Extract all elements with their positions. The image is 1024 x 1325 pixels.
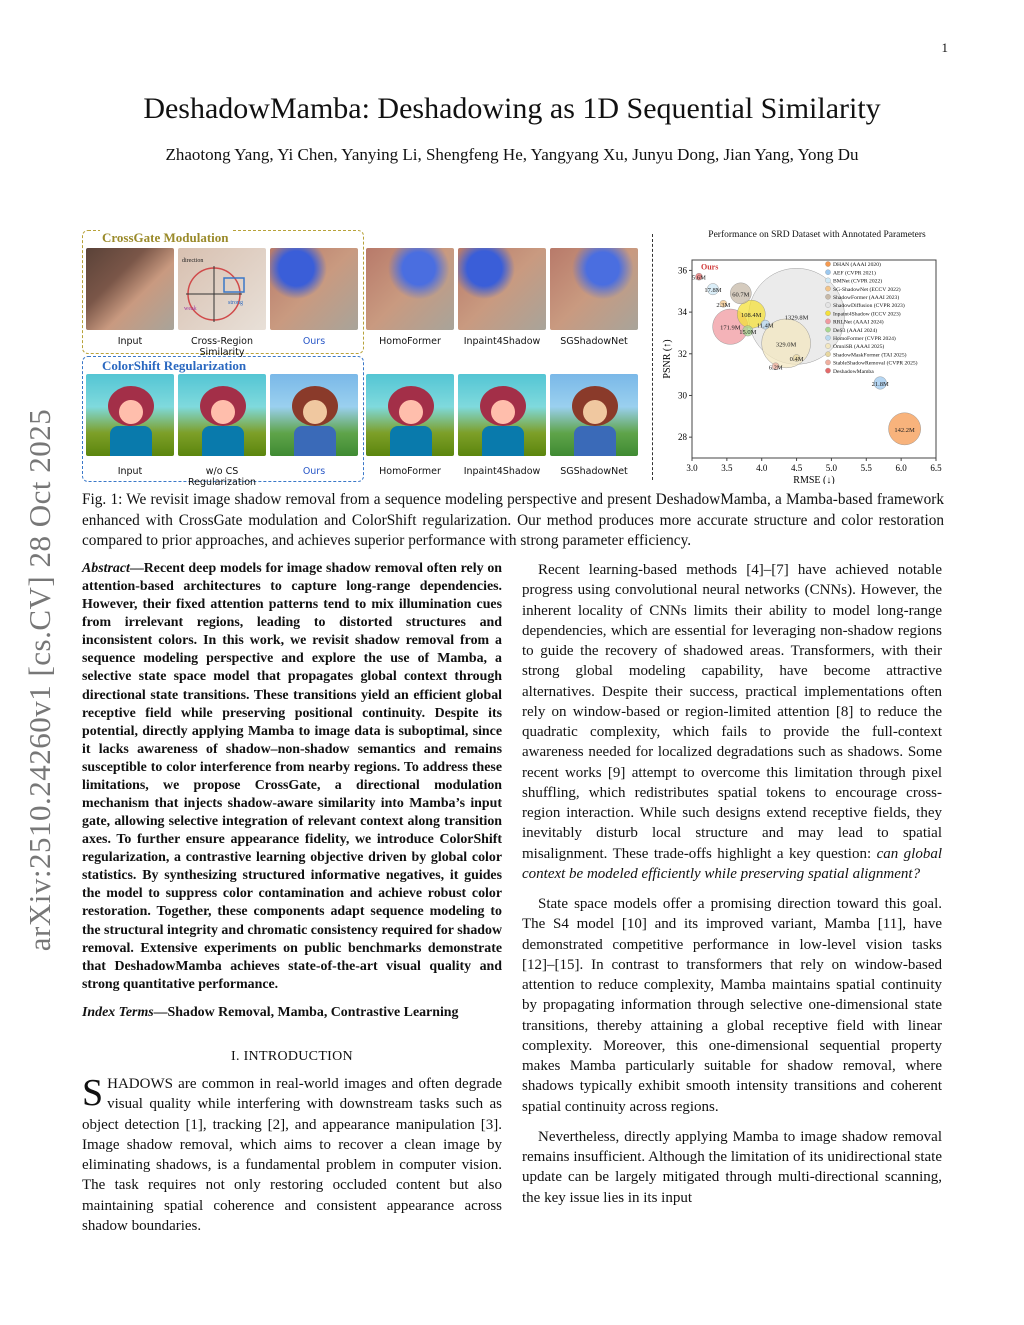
legend-entry-1: AEF (CVPR 2021) bbox=[833, 270, 876, 277]
row1-caption-4: HomoFormer bbox=[379, 336, 441, 347]
bubble-label-11: 0.4M bbox=[789, 355, 804, 363]
row1-caption-3: Ours bbox=[302, 336, 326, 347]
bubble-label-3: 2.3M bbox=[716, 301, 731, 309]
legend-entry-13: DeshadowMamba bbox=[833, 368, 874, 375]
bubble-label-2: 17.8M bbox=[704, 287, 722, 295]
row2-caption-6: SGShadowNet bbox=[560, 466, 628, 477]
row2-input-image bbox=[86, 374, 174, 456]
legend-swatch-8 bbox=[825, 327, 830, 332]
abstract-text: —Recent deep models for image shadow removal often rely on attention-based architectures to capture long-range dependencies. However, their fixed attention patterns tend to mix illumination cues from irrelevant regions, leading to distorted structures and inconsistent colors. In this work, we revisit shadow removal from a sequence modeling perspective and explore the use of Mamba, a selective state space model that propagates global context through directional state transitions. These transitions yield an efficient global receptive field while preserving positional continuity. Despite its potential, directly applying Mamba to image data is suboptimal, since it lacks awareness of shadow–non-shadow semantics and remains susceptible to color interference from nearby regions. To address these limitations, we propose CrossGate, a directional modulation mechanism that injects shadow-aware similarity into Mamba’s input gate, allowing selective integration of relevant context along transition axes. To further ensure appearance fidelity, we introduce ColorShift regularization, a contrastive learning objective driven by global color statistics. By synthesizing structured informative negatives, it guides the model to suppress color contamination and achieve robust color restoration. Together, these components adapt sequence modeling to the structural integrity and chromatic consistency required for shadow removal. Extensive experiments on public benchmarks demonstrate that DeshadowMamba achieves state-of-the-art visual quality and strong quantitative performance. bbox=[82, 561, 502, 992]
x-axis-label: RMSE (↓) bbox=[793, 475, 835, 484]
legend-swatch-6 bbox=[825, 311, 830, 316]
figure-divider bbox=[652, 234, 653, 480]
figure-1 bbox=[82, 226, 944, 488]
row1-input-image bbox=[86, 248, 174, 330]
y-tick-label-2: 32 bbox=[678, 348, 687, 359]
legend-swatch-10 bbox=[825, 343, 830, 348]
legend-entry-0: DHAN (AAAI 2020) bbox=[833, 262, 881, 269]
bubble-label-10: 329.0M bbox=[775, 341, 797, 349]
bubble-label-7: 171.9M bbox=[720, 324, 741, 332]
legend-swatch-13 bbox=[825, 368, 830, 373]
legend-entry-11: ShadowMaskFormer (TAI 2025) bbox=[833, 352, 907, 359]
y-axis-label: PSNR (↑) bbox=[662, 339, 673, 379]
row2-wo-cs-image bbox=[178, 374, 266, 456]
arxiv-sidebar bbox=[20, 375, 60, 985]
bubble-label-6: 108.4M bbox=[741, 312, 762, 320]
index-text: —Shadow Removal, Mamba, Contrastive Learning bbox=[153, 1004, 459, 1020]
legend-entry-9: HomoFormer (CVPR 2024) bbox=[833, 336, 896, 342]
dropcap: S bbox=[82, 1072, 104, 1115]
legend-swatch-0 bbox=[825, 261, 830, 266]
right-column bbox=[522, 560, 942, 1218]
crossgate-title: CrossGate Modulation bbox=[102, 230, 229, 245]
legend-swatch-7 bbox=[825, 319, 830, 324]
x-tick-label-5: 5.5 bbox=[860, 463, 872, 473]
row2-caption-3: Ours bbox=[302, 466, 326, 477]
row1-caption-2: Cross-Region Similarity bbox=[191, 336, 253, 358]
legend-entry-2: BMNet (CVPR 2022) bbox=[833, 278, 883, 285]
right-paragraph-1 bbox=[522, 560, 942, 884]
x-tick-label-6: 6.0 bbox=[895, 463, 907, 473]
bubble-label-12: 6.2M bbox=[768, 364, 783, 372]
sim-label-strong: strong bbox=[228, 300, 243, 306]
ours-label: Ours bbox=[700, 262, 719, 272]
chart-title: Performance on SRD Dataset with Annotated Parameters bbox=[708, 230, 926, 240]
x-tick-label-7: 6.5 bbox=[930, 463, 942, 473]
legend-swatch-11 bbox=[825, 352, 830, 357]
legend-swatch-2 bbox=[825, 278, 830, 283]
paper-title: DeshadowMamba: Deshadowing as 1D Sequential Similarity bbox=[143, 92, 881, 125]
bubble-label-4: 60.7M bbox=[732, 291, 750, 299]
row2-caption-2: w/o CS Regularization bbox=[187, 466, 257, 488]
legend-entry-4: ShadowFormer (AAAI 2023) bbox=[833, 295, 900, 301]
legend-entry-10: OmniSR (AAAI 2025) bbox=[833, 344, 885, 351]
scatter-chart bbox=[660, 240, 944, 484]
x-tick-label-3: 4.5 bbox=[790, 463, 803, 473]
author-list: Zhaotong Yang, Yi Chen, Yanying Li, Shengfeng He, Yangyang Xu, Junyu Dong, Jian Yang, Yong Du bbox=[165, 145, 859, 164]
figure-caption: Fig. 1: We revisit image shadow removal from a sequence modeling perspective and present DeshadowMamba, a Mamba-based framework enhanced with CrossGate modulation and ColorShift regularization. Our method produces more accurate structure and color restoration compared to prior approaches, and achieves superior performance with strong parameter efficiency. bbox=[82, 491, 944, 550]
right-p1-text: Recent learning-based methods [4]–[7] have achieved notable progress using convolutional neural networks (CNNs). However, the inherent locality of CNNs limits their ability to model long-range dependencies, which are essential for leveraging non-shadow regions to guide the recovery of shadowed areas. Transformers, with their strong global modeling capability, have become attractive alternatives. Despite their success, practical implementations often rely on window-based or region-limited attention [8] to reduce the quadratic complexity, which fails to provide the full-context awareness needed for localized degradations such as shadows. Some recent works [9] attempt to overcome this limitation through pixel shuffling, which redistributes spatial tokens to encourage cross-region interaction. While such designs extend receptive fields, they inevitably disturb local structure and may lead to spatial misalignment. These trade-offs highlight a key question: bbox=[522, 562, 942, 862]
x-tick-label-1: 3.5 bbox=[721, 463, 733, 473]
legend-entry-5: ShadowDiffusion (CVPR 2023) bbox=[833, 303, 905, 310]
row2-homoformer-image bbox=[366, 374, 454, 456]
x-tick-label-4: 5.0 bbox=[825, 463, 838, 473]
y-tick-label-0: 28 bbox=[678, 432, 687, 443]
bubble-label-0: 142.2M bbox=[894, 426, 915, 434]
y-tick-label-3: 34 bbox=[678, 307, 687, 318]
right-p1-question: can global context be modeled efficiently while preserving spatial alignment? bbox=[522, 845, 943, 882]
x-tick-label-2: 4.0 bbox=[756, 463, 768, 473]
row1-sgshadownet-image bbox=[550, 248, 638, 330]
chart-svg bbox=[660, 240, 944, 484]
row2-caption-5: Inpaint4Shadow bbox=[463, 466, 541, 477]
sim-label-direction: direction bbox=[182, 258, 204, 264]
y-tick-label-1: 30 bbox=[678, 390, 687, 401]
row2-caption-4: HomoFormer bbox=[379, 466, 441, 477]
legend-entry-3: SG-ShadowNet (ECCV 2022) bbox=[833, 286, 901, 293]
arxiv-id: arXiv:2510.24260v1 [cs.CV] 28 Oct 2025 bbox=[22, 408, 57, 952]
row2-sgshadownet-image bbox=[550, 374, 638, 456]
legend-entry-8: DeS3 (AAAI 2024) bbox=[833, 327, 878, 334]
intro-paragraph bbox=[82, 1074, 502, 1236]
legend-swatch-3 bbox=[825, 286, 830, 291]
bubble-label-8: 15.0M bbox=[739, 328, 757, 336]
row2-ours-image bbox=[270, 374, 358, 456]
x-tick-label-0: 3.0 bbox=[686, 463, 698, 473]
index-label: Index Terms bbox=[82, 1004, 154, 1020]
legend-entry-6: Inpaint4Shadow (ICCV 2023) bbox=[833, 311, 901, 318]
abstract-label: Abstract bbox=[82, 561, 130, 576]
row1-ours-image bbox=[270, 248, 358, 330]
legend-swatch-1 bbox=[825, 270, 830, 275]
legend-swatch-9 bbox=[825, 335, 830, 340]
legend-swatch-12 bbox=[825, 360, 830, 365]
bubble-label-1: 21.8M bbox=[871, 380, 889, 388]
legend-swatch-5 bbox=[825, 302, 830, 307]
row1-inpaint4shadow-image bbox=[458, 248, 546, 330]
sim-label-weak: weak bbox=[184, 306, 197, 312]
row2-caption-1: Input bbox=[117, 466, 143, 477]
intro-text: HADOWS are common in real-world images and often degrade visual quality while interfering with downstream tasks such as object detection [1], tracking [2], and appearance manipulation [3]. Image shadow removal, which aims to recover a clean image by eliminating shadows, is a fundamental problem in computer vision. The task requires not only restoring occluded content but also maintaining spatial coherence and consistent appearance across shadow boundaries. bbox=[82, 1076, 502, 1234]
section-heading: I. INTRODUCTION bbox=[231, 1048, 353, 1064]
legend-entry-12: StableShadowRemoval (CVPR 2025) bbox=[833, 360, 918, 367]
left-column bbox=[82, 560, 502, 1236]
row1-similarity-image bbox=[178, 248, 266, 330]
right-paragraph-3: Nevertheless, directly applying Mamba to image shadow removal remains insufficient. Although the limitation of its unidirectional state update can be largely mitigated through multi-directional scanning, the key issue lies in its input bbox=[522, 1128, 942, 1206]
index-terms bbox=[82, 1004, 502, 1022]
page-number: 1 bbox=[941, 40, 948, 55]
row1-homoformer-image bbox=[366, 248, 454, 330]
row2-inpaint4shadow-image bbox=[458, 374, 546, 456]
row1-caption-1: Input bbox=[117, 336, 143, 347]
colorshift-title: ColorShift Regularization bbox=[102, 358, 247, 373]
bubble-label-13: 5.6M bbox=[692, 274, 706, 282]
right-paragraph-2: State space models offer a promising direction toward this goal. The S4 model [10] and its improved variant, Mamba [11], have demonstrated competitive performance in low-level vision tasks [12]–[15]. In contrast to transformers that rely on window-based attention to reduce complexity, Mamba maintains spatial continuity by propagating information through selective one-dimensional state transitions, thereby attaining a global receptive field with linear complexity. Moreover, this one-dimensional sequential property makes Mamba particularly suitable for shadow removal, where shadows typically exhibit smooth intensity transitions and coherent spatial continuity across regions. bbox=[522, 896, 942, 1115]
row1-caption-6: SGShadowNet bbox=[560, 336, 628, 347]
bubble-label-9: 11.4M bbox=[756, 322, 774, 330]
bubble-label-5: 1329.8M bbox=[784, 314, 809, 322]
y-tick-label-4: 36 bbox=[678, 265, 687, 276]
abstract bbox=[82, 560, 502, 994]
legend-entry-7: RRLNet (AAAI 2024) bbox=[833, 319, 884, 326]
row1-caption-5: Inpaint4Shadow bbox=[463, 336, 541, 347]
legend-swatch-4 bbox=[825, 294, 830, 299]
